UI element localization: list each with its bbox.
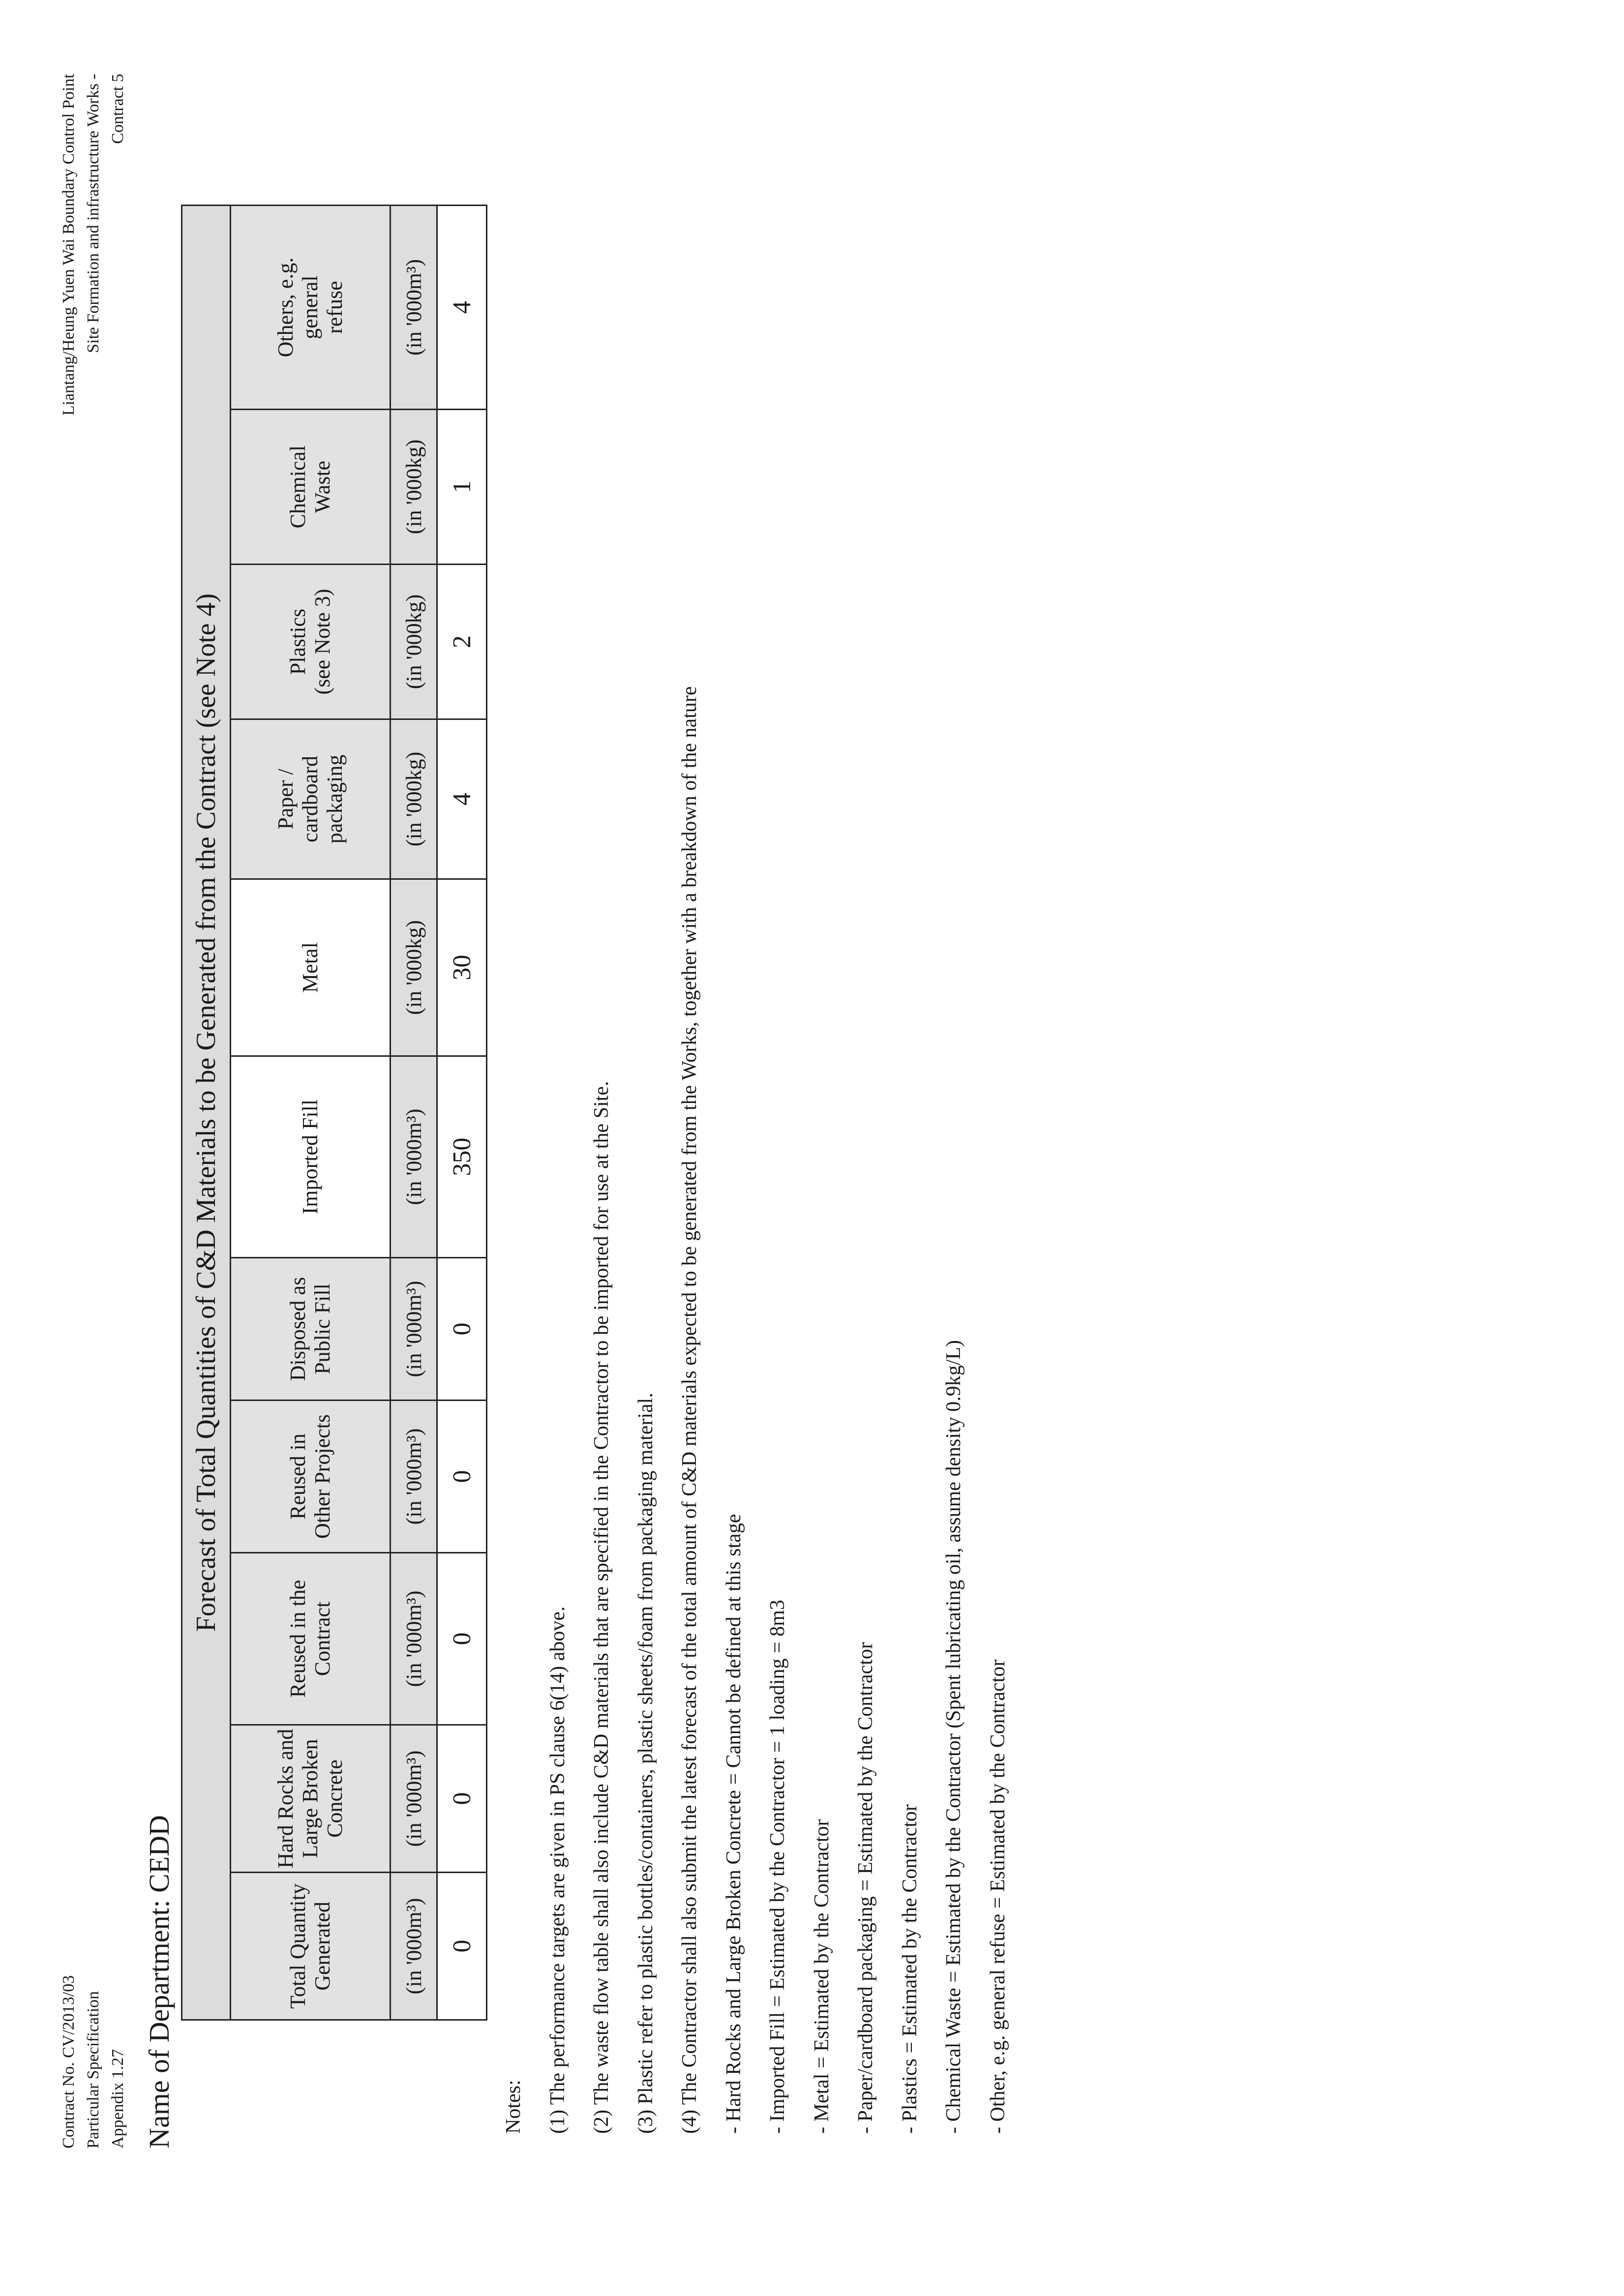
value-cell: 350: [437, 1056, 487, 1258]
header-left: [57, 1975, 130, 2148]
unit-cell: (in '000kg): [391, 719, 437, 879]
column-header-line: Hard Rocks and: [273, 1729, 298, 1869]
column-header-line: Metal: [298, 942, 322, 993]
forecast-table: [181, 205, 487, 2021]
column-header: [231, 1258, 391, 1401]
note-line: - Hard Rocks and Large Broken Concrete = Cannot be defined at this stage: [722, 1514, 745, 2134]
value-cell: 0: [437, 1725, 487, 1873]
column-header-line: Waste: [310, 460, 334, 513]
column-header-line: Concrete: [323, 1759, 347, 1838]
department-name: Name of Department: CEDD: [143, 1815, 175, 2148]
note-line: - Other, e.g. general refuse = Estimated by the Contractor: [986, 1659, 1009, 2134]
column-header-line: Chemical: [286, 445, 310, 529]
header-row: [231, 205, 391, 2020]
note-line: - Metal = Estimated by the Contractor: [810, 1819, 833, 2134]
column-header-line: Large Broken: [298, 1739, 322, 1858]
column-header-line: (see Note 3): [310, 589, 334, 695]
note-line: (4) The Contractor shall also submit the latest forecast of the total amount of C&D materials expected to be generated from the Works, together with a breakdown of the nature: [678, 686, 701, 2134]
column-header-line: Imported Fill: [298, 1099, 322, 1215]
value-cell: 2: [437, 565, 487, 719]
unit-cell: (in '000m³): [391, 205, 437, 409]
value-cell: 0: [437, 1553, 487, 1725]
note-line: - Chemical Waste = Estimated by the Contractor (Spent lubricating oil, assume density 0.9kg/L): [942, 1340, 965, 2134]
note-line: - Imported Fill = Estimated by the Contractor = 1 loading = 8m3: [766, 1600, 789, 2134]
value-row: [437, 205, 487, 2020]
value-cell: 0: [437, 1873, 487, 2020]
column-header: [231, 719, 391, 879]
column-header-line: Others, e.g.: [273, 257, 298, 358]
note-line: (1) The performance targets are given in PS clause 6(14) above.: [546, 1606, 569, 2134]
unit-cell: (in '000m³): [391, 1553, 437, 1725]
unit-cell: (in '000m³): [391, 1401, 437, 1553]
column-header: [231, 1873, 391, 2020]
unit-cell: (in '000m³): [391, 1056, 437, 1258]
note-line: (2) The waste flow table shall also include C&D materials that are specified in the Contractor to be imported for use at the Site.: [590, 1081, 613, 2134]
unit-row: [391, 205, 437, 2020]
column-header-line: packaging: [323, 754, 347, 844]
unit-cell: (in '000kg): [391, 410, 437, 565]
project-title-line-2: Site Formation and infrastructure Works -: [84, 74, 102, 353]
unit-cell: (in '000m³): [391, 1873, 437, 2020]
column-header: [231, 1401, 391, 1553]
column-header-line: Generated: [310, 1902, 334, 1991]
notes: [492, 686, 1020, 2134]
column-header-line: Total Quantity: [286, 1883, 310, 2009]
value-cell: 30: [437, 879, 487, 1056]
value-cell: 0: [437, 1258, 487, 1401]
unit-cell: (in '000m³): [391, 1725, 437, 1873]
column-header-line: Disposed as: [286, 1277, 310, 1381]
value-cell: 4: [437, 719, 487, 879]
notes-heading: Notes:: [502, 2080, 525, 2134]
value-cell: 4: [437, 205, 487, 409]
column-header: [231, 1725, 391, 1873]
column-header-line: Public Fill: [310, 1283, 334, 1374]
column-header: [231, 1553, 391, 1725]
table-title: Forecast of Total Quantities of C&D Materials to be Generated from the Contract (see Note 4): [182, 205, 231, 2020]
note-line: (3) Plastic refer to plastic bottles/containers, plastic sheets/foam from packaging material.: [634, 1393, 657, 2134]
unit-cell: (in '000kg): [391, 565, 437, 719]
appendix-label: Appendix 1.27: [109, 2049, 127, 2148]
project-title-line-1: Liantang/Heung Yuen Wai Boundary Control Point: [60, 74, 78, 416]
project-title-line-3: Contract 5: [109, 74, 127, 144]
unit-cell: (in '000m³): [391, 1258, 437, 1401]
note-line: - Paper/cardboard packaging = Estimated by the Contractor: [854, 1642, 877, 2134]
column-header-line: Reused in: [286, 1433, 310, 1520]
column-header: [231, 1056, 391, 1258]
column-header: [231, 879, 391, 1056]
value-cell: 1: [437, 410, 487, 565]
column-header-line: general: [298, 275, 322, 339]
column-header: [231, 410, 391, 565]
note-line: - Plastics = Estimated by the Contractor: [898, 1804, 921, 2134]
column-header-line: cardboard: [298, 756, 322, 842]
column-header-line: Reused in the: [286, 1580, 310, 1698]
unit-cell: (in '000kg): [391, 879, 437, 1056]
column-header-line: refuse: [323, 281, 347, 334]
notes-list: [536, 686, 1021, 2134]
column-header-line: Other Projects: [310, 1414, 334, 1539]
value-cell: 0: [437, 1401, 487, 1553]
column-header-line: Plastics: [286, 608, 310, 675]
contract-number: Contract No. CV/2013/03: [60, 1975, 78, 2148]
column-header-line: Paper /: [273, 769, 298, 830]
header-right: [57, 74, 130, 416]
column-header-line: Contract: [310, 1601, 334, 1676]
column-header: [231, 205, 391, 409]
specification-label: Particular Specification: [84, 1991, 102, 2148]
column-header: [231, 565, 391, 719]
